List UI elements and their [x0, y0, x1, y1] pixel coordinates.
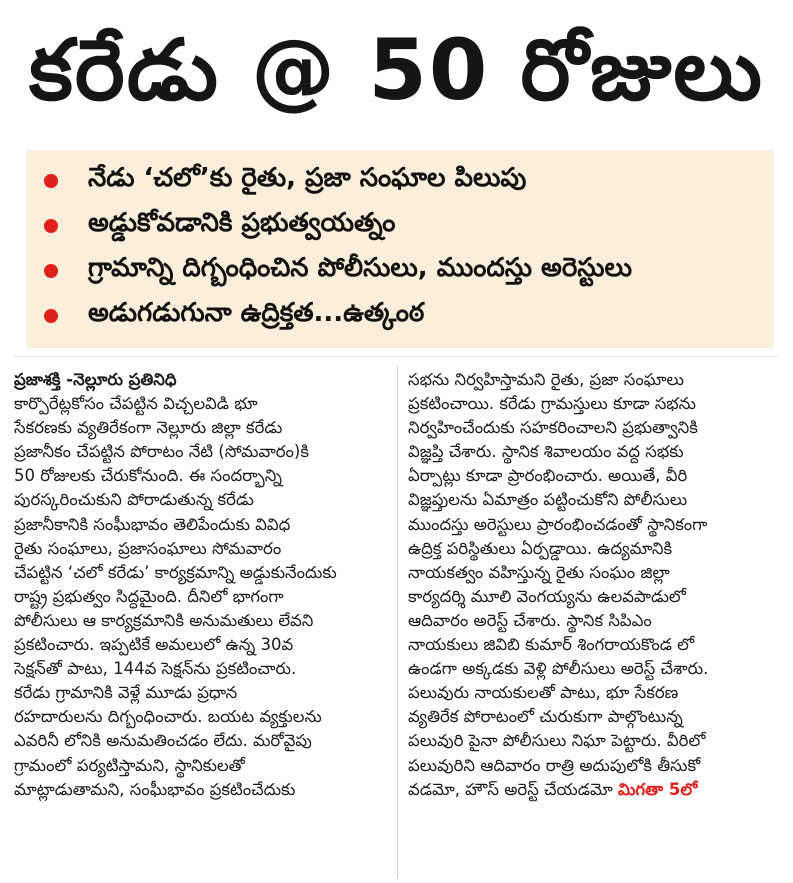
article-line: కరేడు గ్రామానికి వెళ్లే మూడు ప్రధాన: [14, 683, 238, 703]
highlight-item: [44, 293, 774, 338]
article-line: కార్పొరేట్లకోసం చేపట్టిన విచ్చలవిడి భూ: [14, 394, 258, 414]
article-line: ప్రకటించారు. ఇప్పటికే అమలులో ఉన్న 30వ: [14, 635, 294, 655]
article-line: కార్యదర్శి మూలి వెంగయ్యను ఉలవపాడులో: [408, 586, 686, 606]
highlight-text: నేడు ‘చలో’కు రైతు, ప్రజా సంఘాల పిలుపు: [88, 162, 527, 193]
highlight-item: [44, 203, 774, 248]
article-line: ప్రకటించాయి. కరేడు గ్రామస్తులు కూడా సభను: [408, 394, 696, 414]
article-line: పలువురి పైనా పోలీసులు నిఘా పెట్టారు. వీరిలో: [408, 731, 706, 751]
bullet-dot-icon: [44, 174, 58, 188]
article-body-right: [408, 368, 786, 802]
article-line: ఏర్పాట్లు కూడా ప్రారంభించారు. అయితే, వీరి: [408, 466, 688, 486]
highlight-text: అడుగడుగునా ఉద్రిక్తత...ఉత్కంఠ: [88, 297, 425, 328]
article-line: వ్యతిరేక పోరాటంలో చురుకుగా పాల్గొంటున్న: [408, 707, 683, 727]
article-line: సెక్షన్‌తో పాటు, 144వ సెక్షన్‌ను ప్రకటించారు.: [14, 659, 297, 679]
article-last-line: [408, 778, 786, 802]
article-line: 50 రోజులకు చేరుకోనుంది. ఈ సందర్భాన్ని: [14, 466, 282, 486]
article-line: విజ్ఞప్తి చేశారు. స్థానిక శివాలయం వద్ద సభకు: [408, 442, 684, 462]
article-line: ప్రజానీకం చేపట్టిన పోరాటం నేటి (సోమవారం)కి: [14, 442, 309, 462]
article-line: రైతు సంఘాలు, ప్రజాసంఘాలు సోమవారం: [14, 538, 282, 558]
article-line: ఎవరినీ లోనికి అనుమతించడం లేదు. మరోవైపు: [14, 731, 312, 751]
highlight-item: [44, 158, 774, 203]
article-line: పురస్కరించుకుని పోరాడుతున్న కరేడు: [14, 490, 254, 510]
article-line: పలువురిని ఆదివారం రాత్రి అదుపులోకి తీసుకో: [408, 755, 701, 775]
highlight-text: గ్రామాన్ని దిగ్బంధించిన పోలీసులు, ముందస్తు అరెస్టులు: [88, 252, 632, 283]
article-line: రాష్ట్ర ప్రభుత్వం సిద్ధమైంది. దీనిలో భాగంగా: [14, 586, 284, 606]
highlight-text: అడ్డుకోవడానికి ప్రభుత్వయత్నం: [88, 207, 396, 238]
article-line: గ్రామంలో పర్యటిస్తామని, స్థానికులతో: [14, 755, 245, 775]
article-line: మాట్లాడుతామని, సంఘీభావం ప్రకటించేదుకు: [14, 779, 296, 799]
article-line: నిర్వహించేందుకు సహకరించాలని ప్రభుత్వానికి: [408, 418, 698, 438]
article-line: నాయకత్వం వహిస్తున్న రైతు సంఘం జిల్లా: [408, 562, 670, 582]
article-line: నాయకులు జివిబి కుమార్ శింగరాయకొండ లో: [408, 635, 695, 655]
article-line: ఉండగా అక్కడకు వెళ్లి పోలీసులు అరెస్ట్ చేశారు.: [408, 659, 709, 679]
article-line: పలువురు నాయకులతో పాటు, భూ సేకరణ: [408, 683, 679, 703]
article-line: విజ్ఞప్తులను ఏమాత్రం పట్టించుకోని పోలీసులు: [408, 490, 688, 510]
article-line: ప్రజానీకానికి సంఘీభావం తెలిపేందుకు వివిధ: [14, 514, 291, 534]
continued-on-link[interactable]: మిగతా 5లో: [618, 779, 698, 799]
bullet-dot-icon: [44, 264, 58, 278]
page-title: కరేడు @ 50 రోజులు: [29, 21, 764, 119]
section-divider: [14, 356, 779, 357]
article-line: సేకరణకు వ్యతిరేకంగా నెల్లూరు జిల్లా కరేడు: [14, 418, 283, 438]
article-line: ఆదివారం అరెస్ట్ చేశారు. స్థానిక సిపిఎం: [408, 610, 652, 630]
article-body-left: [14, 392, 388, 802]
byline: ప్రజాశక్తి -నెల్లూరు ప్రతినిధి: [14, 370, 177, 389]
bullet-dot-icon: [44, 219, 58, 233]
article-line: చేపట్టిన ‘చలో కరేడు’ కార్యక్రమాన్ని అడ్డుకునేందుకు: [14, 562, 337, 582]
bullet-dot-icon: [44, 309, 58, 323]
article-line: ముందస్తు అరెస్టులు ప్రారంభించడంతో స్థానికంగా: [408, 514, 708, 534]
highlight-item: [44, 248, 774, 293]
article-column-left: [14, 368, 388, 802]
article-line: వడమో, హౌస్ అరెస్ట్ చేయడమో: [408, 779, 613, 799]
article-column-right: [408, 368, 786, 802]
article-line: ఉద్రిక్త పరిస్థితులు ఏర్పడ్డాయి. ఉద్యమానికి: [408, 538, 673, 558]
article-line: సభను నిర్వహిస్తామని రైతు, ప్రజా సంఘాలు: [408, 370, 684, 389]
article-line: రహదారులను దిగ్బంధించారు. బయట వ్యక్తులను: [14, 707, 322, 727]
column-divider: [397, 366, 398, 878]
article-line: పోలీసులు ఆ కార్యక్రమానికి అనుమతులు లేవని: [14, 610, 314, 630]
highlights-box: [26, 150, 774, 348]
